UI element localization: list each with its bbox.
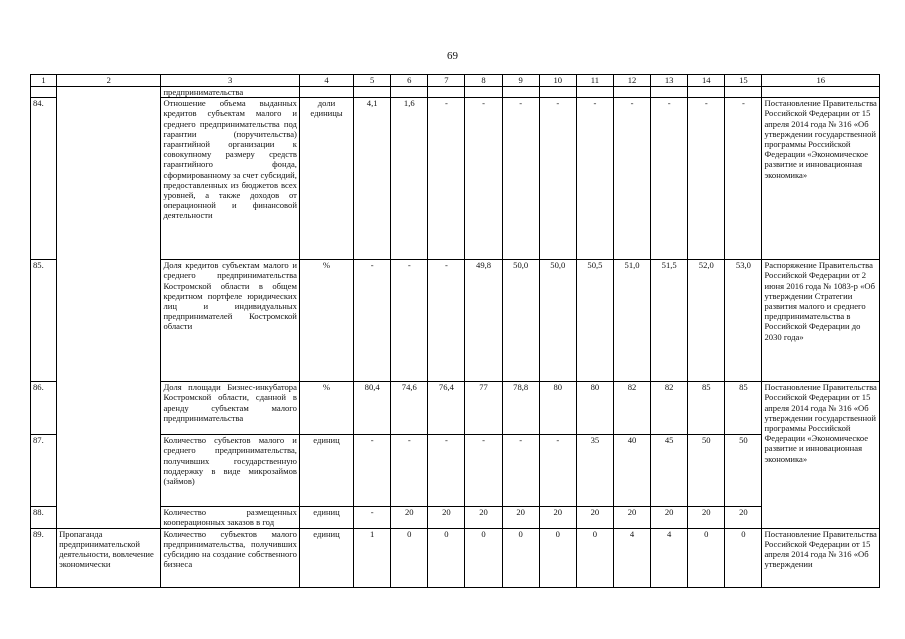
value-cell: 45 <box>651 435 688 507</box>
column-header-2: 2 <box>57 75 161 87</box>
column-header-15: 15 <box>725 75 762 87</box>
value-cell: 1,6 <box>391 98 428 260</box>
document-cell: Постановление Правительства Российской Федерации от 15 апреля 2014 года № 316 «Об утверждении государственной программы Российской Федерации «Экономическое развитие и инновационная экономика» <box>762 382 880 528</box>
unit-cell: % <box>299 260 353 382</box>
value-cell: 80 <box>576 382 613 435</box>
row-number: 87. <box>31 435 57 507</box>
value-cell: 35 <box>576 435 613 507</box>
value-cell: - <box>354 435 391 507</box>
value-cell: 0 <box>502 528 539 587</box>
value-cell: 20 <box>391 507 428 528</box>
unit-cell: доли единицы <box>299 98 353 260</box>
value-cell <box>725 87 762 98</box>
value-cell <box>428 87 465 98</box>
indicator-name: Количество размещенных кооперационных заказов в год <box>161 507 299 528</box>
indicator-name: Отношение объема выданных кредитов субъектам малого и среднего предпринимательства под гарантии (поручительства) гарантийной организации к совокупному размеру средств гарантийного фонда, сформированному за счет субсидий, предоставленных из бюджетов всех уровней, а также доходов от операционной и финансовой деятельности <box>161 98 299 260</box>
value-cell: - <box>539 98 576 260</box>
value-cell: 20 <box>725 507 762 528</box>
row-number: 84. <box>31 98 57 260</box>
indicator-name: Количество субъектов малого и среднего предпринимательства, получивших государственную поддержку в виде микрозаймов (займов) <box>161 435 299 507</box>
value-cell: - <box>354 260 391 382</box>
value-cell: - <box>613 98 650 260</box>
table-row-89 <box>31 528 880 587</box>
value-cell: - <box>428 98 465 260</box>
column-header-14: 14 <box>688 75 725 87</box>
value-cell: 85 <box>688 382 725 435</box>
column-header-9: 9 <box>502 75 539 87</box>
value-cell: - <box>354 507 391 528</box>
row-number <box>31 87 57 98</box>
value-cell: 50,0 <box>502 260 539 382</box>
value-cell: - <box>576 98 613 260</box>
value-cell: - <box>391 260 428 382</box>
value-cell: 50,5 <box>576 260 613 382</box>
value-cell: 80 <box>539 382 576 435</box>
value-cell <box>651 87 688 98</box>
value-cell: 52,0 <box>688 260 725 382</box>
value-cell: - <box>688 98 725 260</box>
value-cell: - <box>428 260 465 382</box>
value-cell: - <box>651 98 688 260</box>
document-cell: Постановление Правительства Российской Федерации от 15 апреля 2014 года № 316 «Об утверждении государственной программы Российской Федерации «Экономическое развитие и инновационная экономика» <box>762 98 880 260</box>
activity-cell <box>57 87 161 529</box>
value-cell: - <box>502 98 539 260</box>
value-cell: 40 <box>613 435 650 507</box>
document-cell: Распоряжение Правительства Российской Федерации от 2 июня 2016 года № 1083-р «Об утверждении Стратегии развития малого и среднего предпринимательства в Российской Федерации до 2030 года» <box>762 260 880 382</box>
value-cell: 50 <box>688 435 725 507</box>
unit-cell: единиц <box>299 507 353 528</box>
column-header-7: 7 <box>428 75 465 87</box>
value-cell: 51,0 <box>613 260 650 382</box>
value-cell: 20 <box>576 507 613 528</box>
value-cell: 0 <box>576 528 613 587</box>
value-cell: 82 <box>613 382 650 435</box>
value-cell <box>688 87 725 98</box>
value-cell: 77 <box>465 382 502 435</box>
page-number: 69 <box>447 50 458 62</box>
unit-cell: % <box>299 382 353 435</box>
value-cell: 51,5 <box>651 260 688 382</box>
table-row-continuation <box>31 87 880 98</box>
activity-cell: Пропаганда предпринимательской деятельности, вовлечение экономически <box>57 528 161 587</box>
value-cell: 1 <box>354 528 391 587</box>
value-cell: 50 <box>725 435 762 507</box>
value-cell: - <box>428 435 465 507</box>
column-header-10: 10 <box>539 75 576 87</box>
value-cell <box>576 87 613 98</box>
value-cell: - <box>725 98 762 260</box>
value-cell: 0 <box>465 528 502 587</box>
value-cell: 4 <box>613 528 650 587</box>
column-header-16: 16 <box>762 75 880 87</box>
value-cell: 78,8 <box>502 382 539 435</box>
indicator-table <box>30 74 880 588</box>
column-header-5: 5 <box>354 75 391 87</box>
column-header-3: 3 <box>161 75 299 87</box>
column-header-11: 11 <box>576 75 613 87</box>
column-header-6: 6 <box>391 75 428 87</box>
value-cell: - <box>539 435 576 507</box>
value-cell: 74,6 <box>391 382 428 435</box>
column-header-13: 13 <box>651 75 688 87</box>
value-cell: 4 <box>651 528 688 587</box>
indicator-name: Доля кредитов субъектам малого и среднего предпринимательства Костромской области в общем кредитном портфеле юридических лиц и индивидуальных предпринимателей Костромской области <box>161 260 299 382</box>
indicator-name: Доля площади Бизнес-инкубатора Костромской области, сданной в аренду субъектам малого предпринимательства <box>161 382 299 435</box>
value-cell: 53,0 <box>725 260 762 382</box>
indicator-name: предпринимательства <box>161 87 299 98</box>
value-cell: 85 <box>725 382 762 435</box>
indicator-name: Количество субъектов малого предпринимательства, получивших субсидию на создание собственного бизнеса <box>161 528 299 587</box>
value-cell: 20 <box>428 507 465 528</box>
value-cell: 80,4 <box>354 382 391 435</box>
document-cell <box>762 87 880 98</box>
value-cell: 0 <box>428 528 465 587</box>
value-cell: 20 <box>688 507 725 528</box>
column-header-1: 1 <box>31 75 57 87</box>
row-number: 88. <box>31 507 57 528</box>
value-cell: - <box>465 435 502 507</box>
value-cell: 20 <box>502 507 539 528</box>
document-cell: Постановление Правительства Российской Федерации от 15 апреля 2014 года № 316 «Об утверждении <box>762 528 880 587</box>
value-cell: 82 <box>651 382 688 435</box>
row-number: 89. <box>31 528 57 587</box>
row-number: 85. <box>31 260 57 382</box>
value-cell: - <box>391 435 428 507</box>
value-cell: 20 <box>539 507 576 528</box>
unit-cell <box>299 87 353 98</box>
value-cell: 0 <box>725 528 762 587</box>
column-header-4: 4 <box>299 75 353 87</box>
unit-cell: единиц <box>299 435 353 507</box>
value-cell: 4,1 <box>354 98 391 260</box>
table-header-row <box>31 75 880 87</box>
value-cell: 20 <box>651 507 688 528</box>
value-cell <box>354 87 391 98</box>
value-cell: 0 <box>391 528 428 587</box>
value-cell: - <box>502 435 539 507</box>
value-cell: 20 <box>465 507 502 528</box>
column-header-12: 12 <box>613 75 650 87</box>
value-cell <box>539 87 576 98</box>
value-cell: 20 <box>613 507 650 528</box>
value-cell <box>613 87 650 98</box>
value-cell: 76,4 <box>428 382 465 435</box>
value-cell: 49,8 <box>465 260 502 382</box>
value-cell: 0 <box>688 528 725 587</box>
value-cell: - <box>465 98 502 260</box>
column-header-8: 8 <box>465 75 502 87</box>
value-cell <box>465 87 502 98</box>
unit-cell: единиц <box>299 528 353 587</box>
value-cell: 50,0 <box>539 260 576 382</box>
value-cell: 0 <box>539 528 576 587</box>
value-cell <box>502 87 539 98</box>
value-cell <box>391 87 428 98</box>
row-number: 86. <box>31 382 57 435</box>
